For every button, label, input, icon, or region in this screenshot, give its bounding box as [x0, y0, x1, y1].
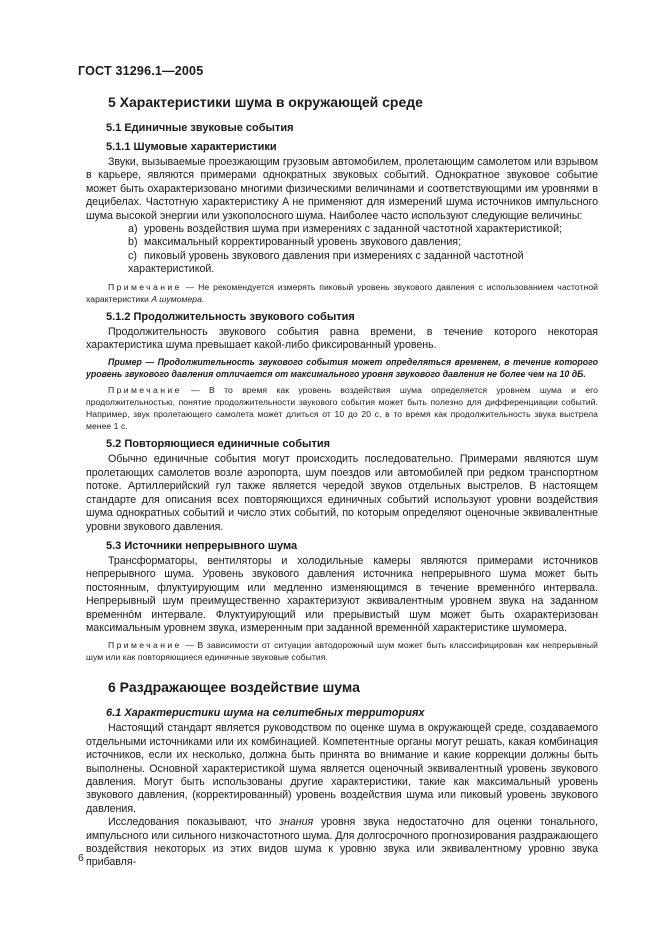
section-5-title: 5 Характеристики шума в окружающей среде: [108, 94, 423, 110]
section-5-2-title: 5.2 Повторяющиеся единичные события: [106, 438, 331, 451]
note-1: [86, 281, 598, 305]
list-marker: c): [128, 249, 137, 262]
list-item: [86, 250, 598, 277]
list-item-text: пиковый уровень звукового давления при измерениях с заданной частотной характеристикой.: [128, 249, 524, 276]
list-item: [86, 223, 598, 236]
quantity-list: [86, 223, 598, 277]
paragraph-6-1-b: [86, 816, 598, 870]
note-italic: A шумомера.: [151, 293, 205, 304]
text-part: уровня звука недостаточно для оценки тонального, импульсного или сильного низкочастотного шума. Для долгосрочного прогнозирования раздражающего воздействия некоторых из этих видов шума к уровню звука или эквивалентному уровню звука прибавля-: [86, 816, 598, 869]
paragraph-5-1-2: Продолжительность звукового события равна времени, в течение которого некоторая характеристика шума превышает какой-либо фиксированный уровень.: [86, 325, 598, 352]
note-text: — В то время как уровень воздействия шума определяется уровнем шума и его продолжительностью, понятие продолжительности звукового события может быть полезно для дифференциации событий. Например, звук пролетающего самолета может длиться от 10 до 20 с, в то время как продолжительность звука выстрела менее 1 с.: [86, 385, 598, 432]
example-text: Пример — Продолжительность звукового события может определяться временем, в течение которого уровень звукового давления отличается от максимального уровня звукового давления не более чем на 10 дБ.: [86, 357, 598, 380]
note-label: Примечание: [108, 281, 182, 292]
list-marker: a): [128, 223, 138, 236]
italic-word: знания: [279, 816, 314, 829]
note-text: — В зависимости от ситуации автодорожный шум может быть классифицирован как непрерывный шум или как повторяющиеся единичные звуковые события.: [86, 640, 598, 663]
list-marker: b): [128, 236, 138, 249]
note-3: [86, 639, 598, 663]
note-label: Примечание: [108, 385, 182, 396]
section-5-1-2-title: 5.1.2 Продолжительность звукового события: [106, 310, 355, 323]
note-label: Примечание: [108, 640, 182, 651]
text-part: Исследования показывают, что: [108, 816, 280, 829]
list-item: [86, 236, 598, 249]
list-item-text: уровень воздействия шума при измерениях с заданной частотной характеристикой;: [144, 223, 563, 236]
section-5-1-title: 5.1 Единичные звуковые события: [106, 122, 294, 134]
note-2: [86, 384, 598, 432]
paragraph-5-3: Трансформаторы, вентиляторы и холодильные камеры являются примерами источников непрерывного шума. Уровень звукового давления источника непрерывного шума может быть постоянным, флуктуирующим или медленно изменяющимся в течение временнóго интервала. Непрерывный шум преимущественно характеризуют эквивалентным уровнем звука на заданном временнóм интервале. Флуктуирующий или прерывистый шум может быть охарактеризован максимальным уровнем звука, измеренным при заданной временнóй характеристике шумомера.: [86, 554, 598, 634]
note-text: — Не рекомендуется измерять пиковый уровень звукового давления с использованием частотной характеристики: [86, 281, 598, 304]
page-number: 6: [78, 852, 84, 864]
paragraph-5-2: Обычно единичные события могут происходить последовательно. Примерами являются шум пролетающих самолетов возле аэропорта, шум поездов или автомобилей при редком транспортном потоке. Артиллерийский гул также является чередой звуков отдельных выстрелов. В настоящем стандарте для описания всех повторяющихся единичных событий используют уровни воздействия шума однократных событий и число этих событий, по которым определяют оценочные эквивалентные уровни звукового давления.: [86, 453, 598, 533]
section-5-3-title: 5.3 Источники непрерывного шума: [106, 539, 298, 552]
document-header: ГОСТ 31296.1—2005: [78, 64, 204, 78]
paragraph-6-1-a: Настоящий стандарт является руководством по оценке шума в окружающей среде, создаваемого отдельными источниками или их комбинацией. Компетентные органы могут решать, какая комбинация источников, если их несколько, должна быть принята во внимание и какие коррекции должны быть выполнены. Основной характеристикой шума является оценочный эквивалентный уровень звукового давления. Могут быть использованы другие характеристики, такие как максимальный уровень звукового давления, (корректированный) уровень воздействия шума или пиковый уровень звукового давления.: [86, 722, 598, 815]
section-5-1-1-title: 5.1.1 Шумовые характеристики: [106, 141, 277, 153]
section-6-title: 6 Раздражающее воздействие шума: [108, 679, 360, 696]
section-6-1-title-text: 6.1 Характеристики шума на селитебных территориях: [106, 707, 425, 720]
section-6-1-title: [86, 706, 598, 720]
page-content: [86, 94, 598, 870]
list-item-text: максимальный корректированный уровень звукового давления;: [144, 236, 462, 249]
paragraph-5-1-1: Звуки, вызываемые проезжающим грузовым автомобилем, пролетающим самолетом или взрывом в карьере, являются примерами однократных звуковых событий. Однократное звуковое событие может быть охарактеризовано многими физическими величинами и соответствующими им уровнями в децибелах. Частотную характеристику A не применяют для измерений шума источников импульсного шума высокой энергии или узкополосного шума. Наиболее часто используют следующие величины:: [86, 156, 598, 222]
